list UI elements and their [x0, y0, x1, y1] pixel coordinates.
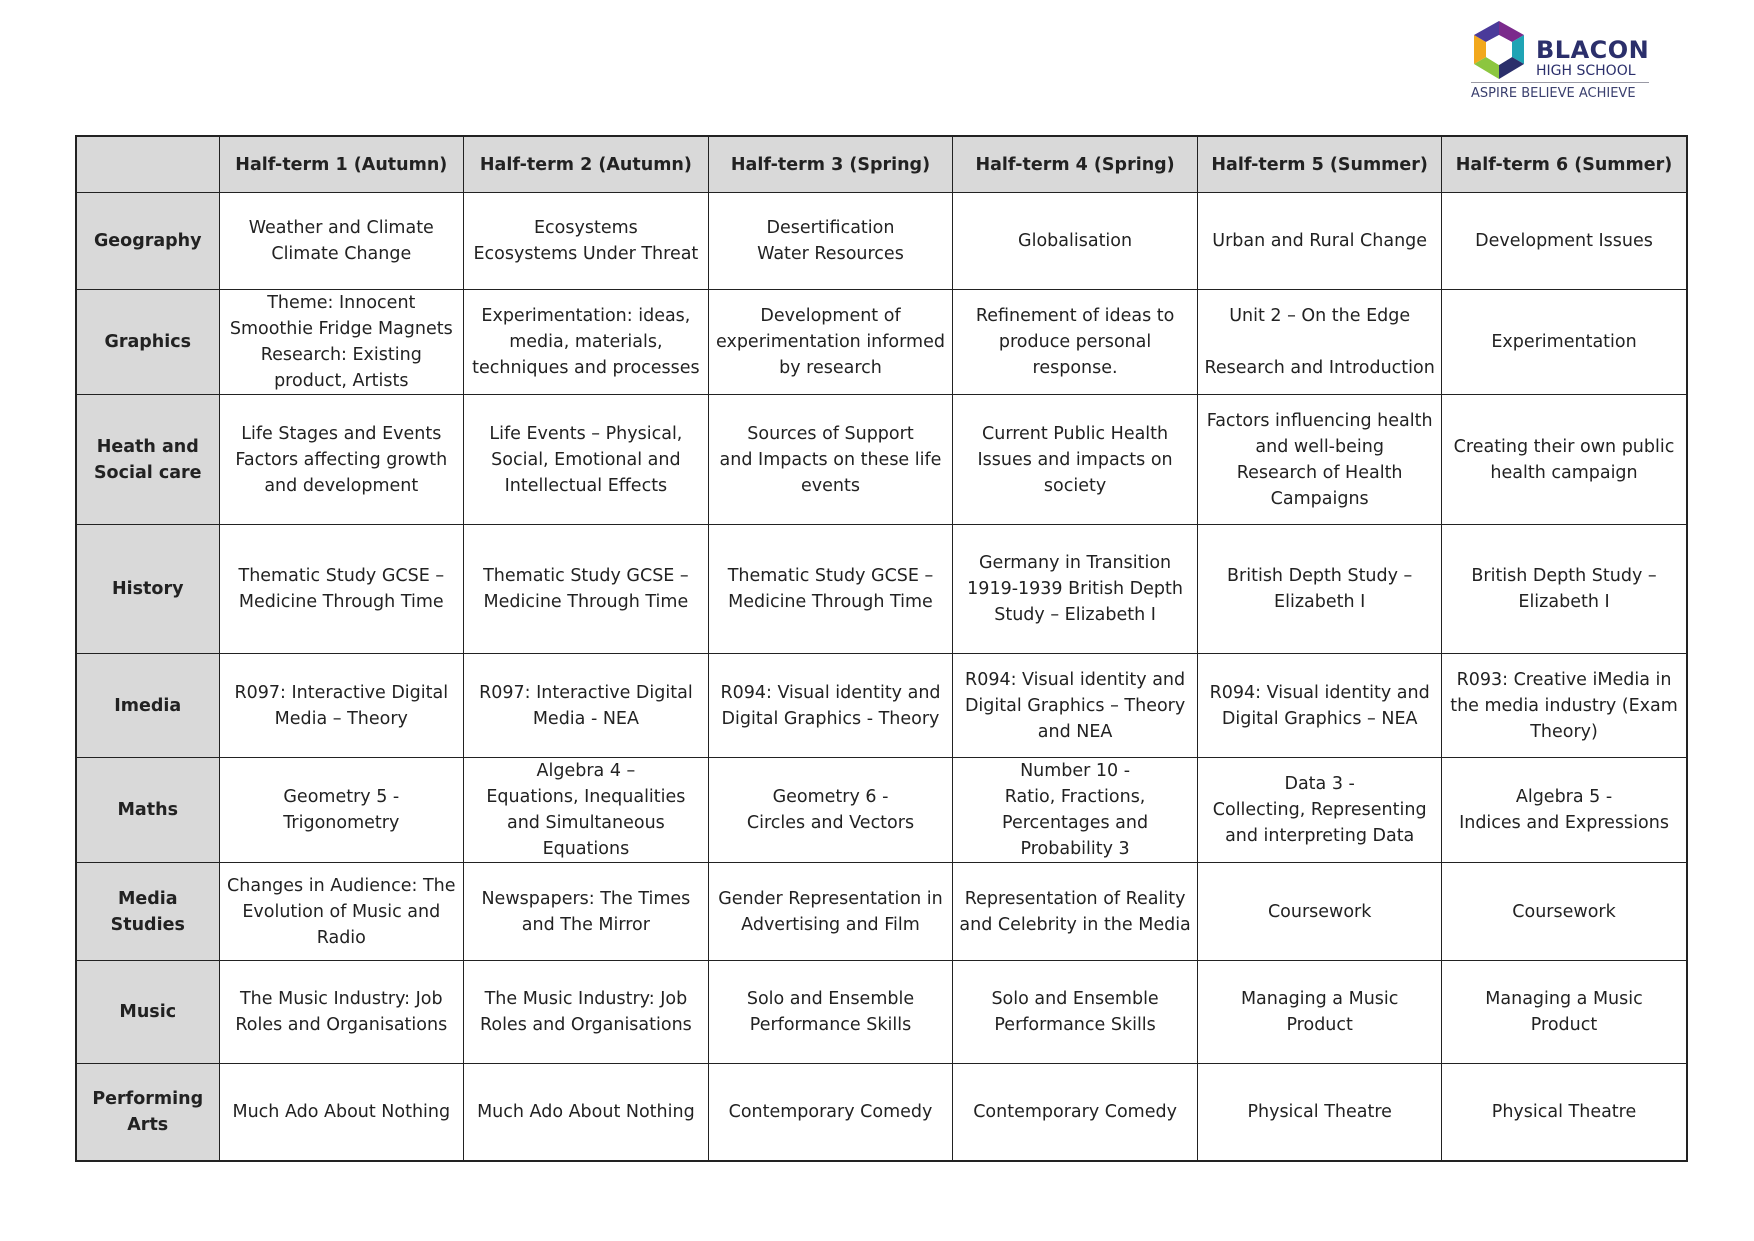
table-row [76, 961, 1687, 1064]
table-cell: Coursework [1197, 863, 1442, 961]
table-cell: Managing a Music Product [1197, 961, 1442, 1064]
table-cell: Representation of Reality and Celebrity in the Media [953, 863, 1198, 961]
header-half-term-4: Half-term 4 (Spring) [953, 136, 1198, 193]
subject-label: Imedia [76, 654, 219, 758]
subject-label: Media Studies [76, 863, 219, 961]
table-cell: R094: Visual identity and Digital Graphics - Theory [708, 654, 953, 758]
table-cell: Unit 2 – On the Edge Research and Introduction [1197, 290, 1442, 395]
corner-cell [76, 136, 219, 193]
table-row [76, 395, 1687, 525]
table-cell: Weather and Climate Climate Change [219, 193, 464, 290]
table-cell: Creating their own public health campaign [1442, 395, 1687, 525]
table-cell: Thematic Study GCSE – Medicine Through Time [464, 525, 709, 654]
table-row [76, 654, 1687, 758]
table-cell: Managing a Music Product [1442, 961, 1687, 1064]
table-cell: Experimentation: ideas, media, materials, techniques and processes [464, 290, 709, 395]
table-cell: R093: Creative iMedia in the media industry (Exam Theory) [1442, 654, 1687, 758]
subject-label: Music [76, 961, 219, 1064]
table-cell: Algebra 5 - Indices and Expressions [1442, 758, 1687, 863]
subject-label: History [76, 525, 219, 654]
table-row [76, 290, 1687, 395]
table-cell: Physical Theatre [1442, 1064, 1687, 1161]
table-cell: Contemporary Comedy [953, 1064, 1198, 1161]
table-cell: Physical Theatre [1197, 1064, 1442, 1161]
table-row [76, 758, 1687, 863]
table-cell: Solo and Ensemble Performance Skills [953, 961, 1198, 1064]
table-cell: Life Stages and Events Factors affecting growth and development [219, 395, 464, 525]
table-cell: Life Events – Physical, Social, Emotional and Intellectual Effects [464, 395, 709, 525]
school-logo [1468, 18, 1668, 110]
header-half-term-3: Half-term 3 (Spring) [708, 136, 953, 193]
table-cell: Thematic Study GCSE – Medicine Through Time [219, 525, 464, 654]
curriculum-table [75, 135, 1688, 1162]
table-cell: Sources of Support and Impacts on these life events [708, 395, 953, 525]
table-row [76, 193, 1687, 290]
table-cell: R097: Interactive Digital Media - NEA [464, 654, 709, 758]
subject-label: Graphics [76, 290, 219, 395]
table-cell: Current Public Health Issues and impacts on society [953, 395, 1198, 525]
table-cell: Desertification Water Resources [708, 193, 953, 290]
table-cell: Coursework [1442, 863, 1687, 961]
table-cell: The Music Industry: Job Roles and Organisations [219, 961, 464, 1064]
table-row [76, 863, 1687, 961]
subject-label: Maths [76, 758, 219, 863]
table-cell: Contemporary Comedy [708, 1064, 953, 1161]
table-cell: Thematic Study GCSE – Medicine Through Time [708, 525, 953, 654]
table-cell: Geometry 5 - Trigonometry [219, 758, 464, 863]
table-cell: Refinement of ideas to produce personal response. [953, 290, 1198, 395]
logo-school-name: BLACON [1536, 36, 1650, 64]
table-cell: Solo and Ensemble Performance Skills [708, 961, 953, 1064]
header-half-term-6: Half-term 6 (Summer) [1442, 136, 1687, 193]
table-cell: Experimentation [1442, 290, 1687, 395]
table-cell: British Depth Study – Elizabeth I [1442, 525, 1687, 654]
table-cell: Data 3 - Collecting, Representing and interpreting Data [1197, 758, 1442, 863]
logo-tagline: ASPIRE BELIEVE ACHIEVE [1471, 86, 1636, 101]
logo-school-subtitle: HIGH SCHOOL [1536, 63, 1636, 79]
table-cell: R097: Interactive Digital Media – Theory [219, 654, 464, 758]
subject-label: Heath and Social care [76, 395, 219, 525]
table-cell: Changes in Audience: The Evolution of Music and Radio [219, 863, 464, 961]
table-cell: Newspapers: The Times and The Mirror [464, 863, 709, 961]
table-cell: Ecosystems Ecosystems Under Threat [464, 193, 709, 290]
subject-label: Geography [76, 193, 219, 290]
table-cell: R094: Visual identity and Digital Graphics – NEA [1197, 654, 1442, 758]
table-cell: R094: Visual identity and Digital Graphics – Theory and NEA [953, 654, 1198, 758]
table-cell: British Depth Study – Elizabeth I [1197, 525, 1442, 654]
subject-label: Performing Arts [76, 1064, 219, 1161]
table-cell: The Music Industry: Job Roles and Organisations [464, 961, 709, 1064]
table-cell: Globalisation [953, 193, 1198, 290]
table-cell: Algebra 4 – Equations, Inequalities and Simultaneous Equations [464, 758, 709, 863]
header-half-term-1: Half-term 1 (Autumn) [219, 136, 464, 193]
header-half-term-5: Half-term 5 (Summer) [1197, 136, 1442, 193]
table-cell: Factors influencing health and well-being Research of Health Campaigns [1197, 395, 1442, 525]
header-row [76, 136, 1687, 193]
table-cell: Urban and Rural Change [1197, 193, 1442, 290]
header-half-term-2: Half-term 2 (Autumn) [464, 136, 709, 193]
table-cell: Gender Representation in Advertising and Film [708, 863, 953, 961]
school-crest-icon [1468, 20, 1530, 80]
table-cell: Much Ado About Nothing [464, 1064, 709, 1161]
table-cell: Development Issues [1442, 193, 1687, 290]
table-cell: Development of experimentation informed by research [708, 290, 953, 395]
table-cell: Geometry 6 - Circles and Vectors [708, 758, 953, 863]
table-cell: Number 10 - Ratio, Fractions, Percentages and Probability 3 [953, 758, 1198, 863]
table-cell: Much Ado About Nothing [219, 1064, 464, 1161]
table-cell: Germany in Transition 1919-1939 British Depth Study – Elizabeth I [953, 525, 1198, 654]
table-cell: Theme: Innocent Smoothie Fridge Magnets Research: Existing product, Artists [219, 290, 464, 395]
table-row [76, 525, 1687, 654]
logo-divider [1471, 82, 1649, 83]
table-row [76, 1064, 1687, 1161]
